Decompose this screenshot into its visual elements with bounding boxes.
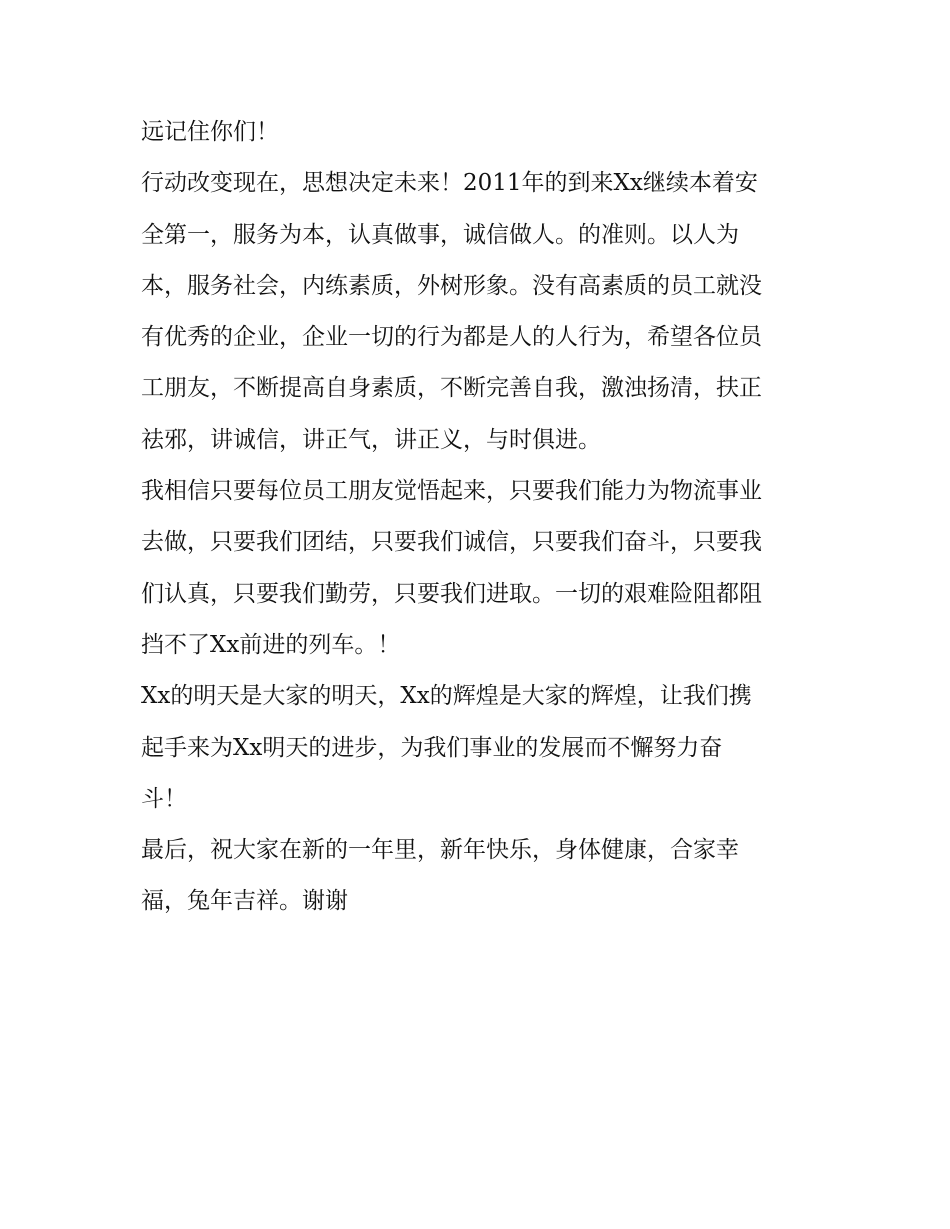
text-line: 全第一，服务为本，认真做事，诚信做人。的准则。以人为 (141, 221, 739, 248)
text-line: 本，服务社会，内练素质，外树形象。没有高素质的员工就没 (141, 272, 762, 299)
text-line: 工朋友，不断提高自身素质，不断完善自我，激浊扬清，扶正 (141, 375, 762, 402)
text-line: 去做，只要我们团结，只要我们诚信，只要我们奋斗，只要我 (141, 529, 762, 556)
document-body (141, 107, 816, 928)
text-line: 们认真，只要我们勤劳，只要我们进取。一切的艰难险阻都阻 (141, 580, 762, 607)
text-line: 起手来为Xx明天的进步，为我们事业的发展而不懈努力奋 (141, 734, 723, 761)
text-line: 行动改变现在，思想决定未来！2011年的到来Xx继续本着安 (141, 170, 758, 197)
text-line: 远记住你们！ (141, 119, 279, 145)
text-line: 挡不了Xx前进的列车。！ (141, 631, 401, 658)
text-line: 祛邪，讲诚信，讲正气，讲正义，与时俱进。 (141, 426, 601, 453)
text-line: 有优秀的企业，企业一切的行为都是人的人行为，希望各位员 (141, 324, 762, 351)
text-line: 斗！ (141, 785, 187, 812)
text-line: 最后，祝大家在新的一年里，新年快乐，身体健康，合家幸 (141, 837, 739, 864)
text-line: Xx的明天是大家的明天，Xx的辉煌是大家的辉煌，让我们携 (141, 683, 752, 710)
text-line: 我相信只要每位员工朋友觉悟起来，只要我们能力为物流事业 (141, 478, 762, 505)
text-line: 福，兔年吉祥。谢谢 (141, 888, 348, 915)
